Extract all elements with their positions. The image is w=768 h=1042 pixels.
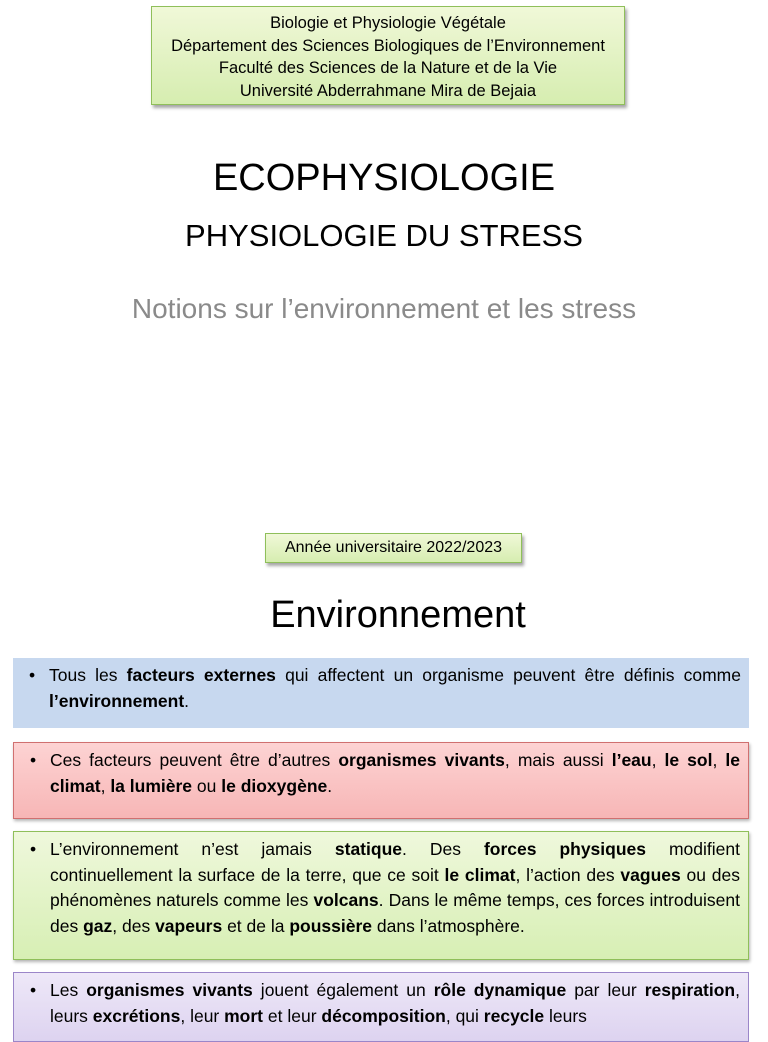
header-line-2: Département des Sciences Biologiques de l’Environnement xyxy=(171,36,605,55)
header-line-1: Biologie et Physiologie Végétale xyxy=(270,14,506,32)
bullet-card-1 xyxy=(13,658,749,728)
bullet-icon: • xyxy=(30,839,37,859)
bullet-text-4: Les organismes vivants jouent également un rôle dynamique par leur respiration, leurs excrétions, leur mort et leur décomposition, qui recycle leurs xyxy=(50,980,741,1026)
section-title: Environnement xyxy=(270,594,526,636)
institution-header-box xyxy=(151,6,625,105)
academic-year-box: Année universitaire 2022/2023 xyxy=(265,533,522,563)
chapter-title: Notions sur l’environnement et les stress xyxy=(131,293,637,324)
bullet-card-3 xyxy=(13,831,749,960)
bullet-card-4 xyxy=(13,972,749,1042)
bullet-card-2 xyxy=(13,742,749,819)
header-line-3: Faculté des Sciences de la Nature et de la Vie xyxy=(218,59,558,77)
header-line-4: Université Abderrahmane Mira de Bejaia xyxy=(239,81,537,100)
bullet-text-2: Ces facteurs peuvent être d’autres organismes vivants, mais aussi l’eau, le sol, le climat, la lumière ou le dioxygène. xyxy=(50,750,740,796)
course-title: ECOPHYSIOLOGIE xyxy=(212,157,556,199)
bullet-text-1: Tous les facteurs externes qui affectent un organisme peuvent être définis comme l’environnement. xyxy=(49,665,741,711)
bullet-icon: • xyxy=(30,980,37,1000)
bullet-icon: • xyxy=(29,665,36,685)
bullet-icon: • xyxy=(30,750,37,770)
course-subtitle: PHYSIOLOGIE DU STRESS xyxy=(185,218,583,253)
bullet-text-3: L’environnement n’est jamais statique. Des forces physiques modifient continuellement la surface de la terre, que ce soit le climat, l’action des vagues ou des phénomènes naturels comme les volcans. Dans le même temps, ces forces introduisent des gaz, des vapeurs et de la poussière dans l’atmosphère. xyxy=(50,839,741,936)
